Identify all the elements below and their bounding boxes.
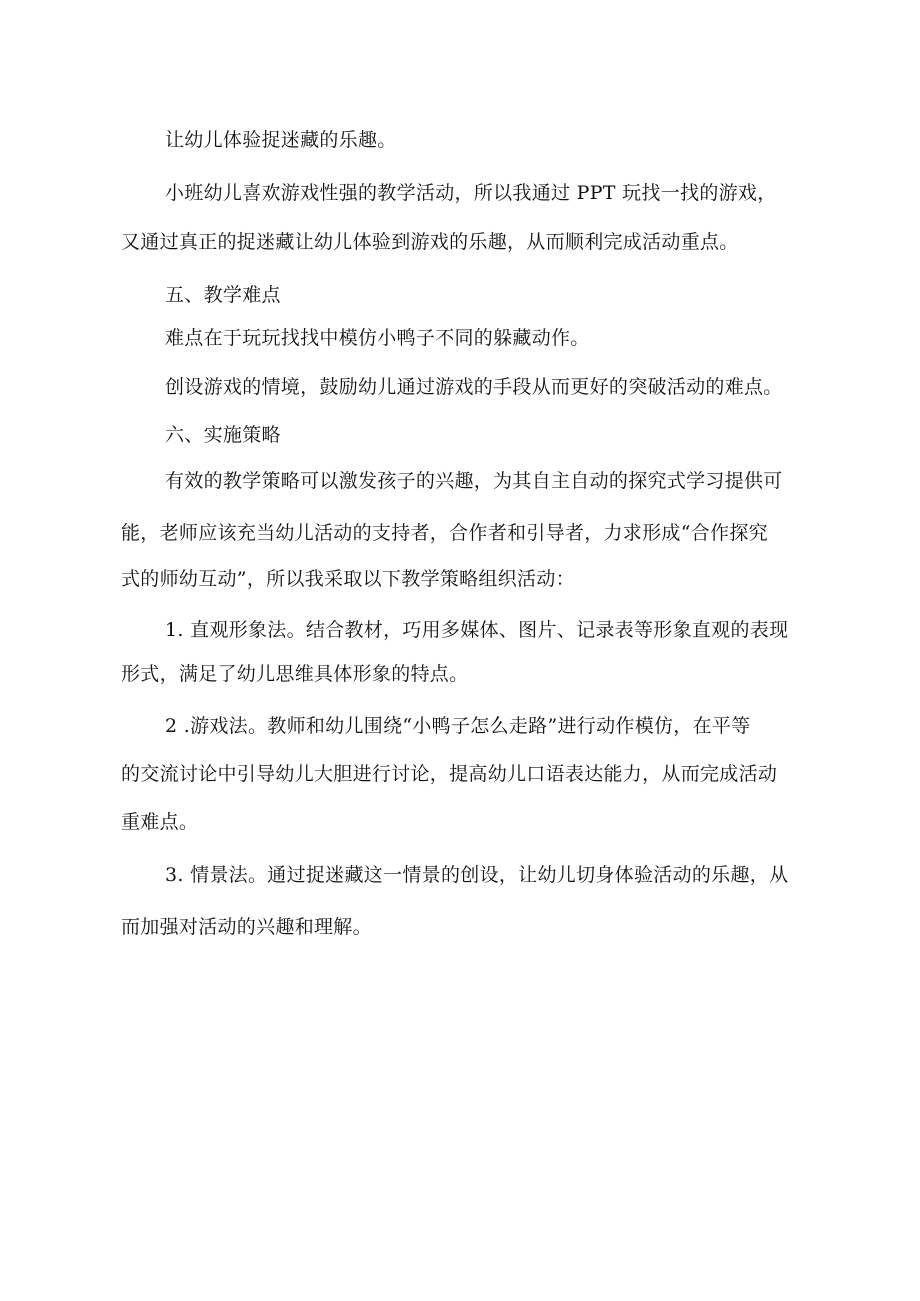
list-item-line: 的交流讨论中引导幼儿大胆进行讨论，提高幼儿口语表达能力，从而完成活动	[121, 763, 778, 785]
list-item-line: 1. 直观形象法。结合教材，巧用多媒体、图片、记录表等形象直观的表现	[165, 619, 789, 641]
section-heading: 五、教学难点	[165, 284, 281, 306]
list-item-line: 重难点。	[121, 811, 199, 833]
paragraph-line: 又通过真正的捉迷藏让幼儿体验到游戏的乐趣，从而顺利完成活动重点。	[121, 231, 739, 253]
paragraph-line: 小班幼儿喜欢游戏性强的教学活动，所以我通过 PPT 玩找一找的游戏，	[165, 182, 777, 204]
list-item-line: 而加强对活动的兴趣和理解。	[121, 916, 372, 938]
paragraph-line: 式的师幼互动”，所以我采取以下教学策略组织活动：	[121, 568, 575, 590]
paragraph-line: 难点在于玩玩找找中模仿小鸭子不同的躲藏动作。	[165, 327, 590, 349]
paragraph-line: 创设游戏的情境，鼓励幼儿通过游戏的手段从而更好的突破活动的难点。	[165, 376, 783, 398]
paragraph-line: 让幼儿体验捉迷藏的乐趣。	[165, 129, 397, 151]
list-item-line: 2 .游戏法。教师和幼儿围绕“小鸭子怎么走路”进行动作模仿，在平等	[165, 715, 751, 737]
section-heading: 六、实施策略	[165, 424, 281, 446]
paragraph-line: 有效的教学策略可以激发孩子的兴趣，为其自主自动的探究式学习提供可	[165, 470, 783, 492]
list-item-line: 3. 情景法。通过捉迷藏这一情景的创设，让幼儿切身体验活动的乐趣，从	[165, 864, 789, 886]
paragraph-line: 能，老师应该充当幼儿活动的支持者，合作者和引导者，力求形成“合作探究	[121, 522, 768, 544]
list-item-line: 形式，满足了幼儿思维具体形象的特点。	[121, 663, 469, 685]
